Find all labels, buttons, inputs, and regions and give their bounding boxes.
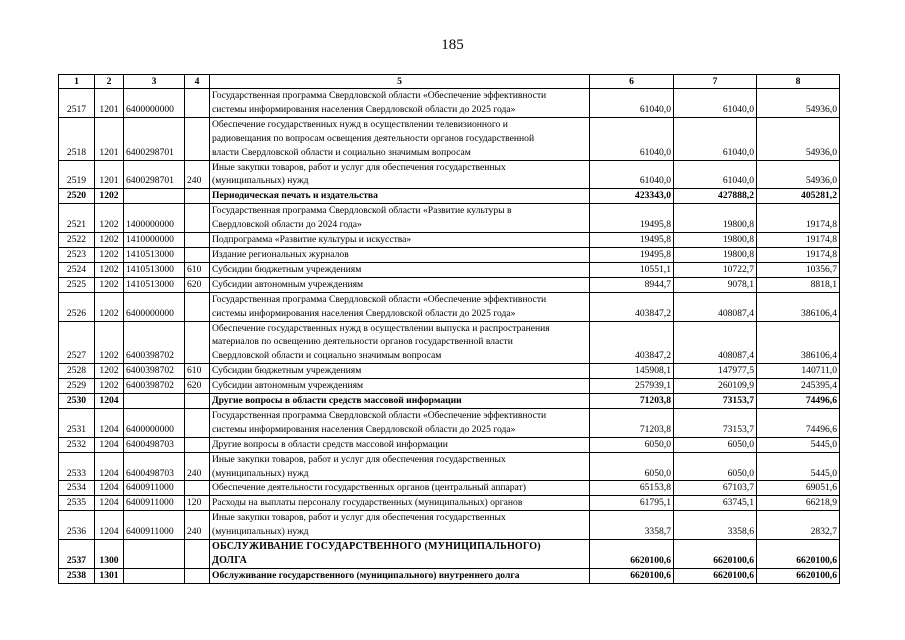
amount-col7: 67103,7 (674, 481, 757, 496)
section-code: 1201 (95, 117, 124, 160)
page-number: 185 (441, 37, 464, 53)
amount-col7: 9078,1 (674, 277, 757, 292)
item-name-line: Субсидии автономным учреждениям (212, 278, 364, 290)
item-name (210, 496, 590, 511)
amount-col7: 61040,0 (674, 160, 757, 189)
amount-col8: 54936,0 (757, 89, 840, 118)
amount-col8: 245395,4 (757, 379, 840, 394)
amount-col6: 3358,7 (590, 511, 674, 540)
table-row (59, 511, 840, 540)
amount-col6: 6050,0 (590, 437, 674, 452)
table-row (59, 568, 840, 583)
target-code: 6400298701 (124, 160, 185, 189)
item-name (210, 204, 590, 233)
amount-col6: 423343,0 (590, 189, 674, 204)
expense-type (185, 408, 210, 437)
amount-col8: 54936,0 (757, 160, 840, 189)
target-code: 1410513000 (124, 247, 185, 262)
amount-col6: 61040,0 (590, 160, 674, 189)
target-code (124, 189, 185, 204)
target-code (124, 568, 185, 583)
target-code: 1410513000 (124, 277, 185, 292)
row-number: 2537 (59, 540, 95, 569)
item-name (210, 540, 590, 569)
item-name-line: Обеспечение государственных нужд в осуществлении телевизионного и (212, 118, 508, 130)
item-name (210, 481, 590, 496)
expense-type: 240 (185, 452, 210, 481)
item-name (210, 408, 590, 437)
amount-col6: 61040,0 (590, 117, 674, 160)
target-code: 1400000000 (124, 204, 185, 233)
row-number: 2517 (59, 89, 95, 118)
amount-col7: 73153,7 (674, 408, 757, 437)
table-row (59, 394, 840, 409)
item-name-line: Субсидии автономным учреждениям (212, 380, 364, 392)
item-name (210, 160, 590, 189)
item-name-line: системы информирования населения Свердловской области до 2025 года» (212, 307, 516, 319)
expense-type: 620 (185, 379, 210, 394)
amount-col6: 19495,8 (590, 233, 674, 248)
row-number: 2523 (59, 247, 95, 262)
row-number: 2531 (59, 408, 95, 437)
target-code: 6400911000 (124, 481, 185, 496)
amount-col6: 6620100,6 (590, 568, 674, 583)
expense-type (185, 481, 210, 496)
section-code: 1202 (95, 379, 124, 394)
expense-type: 240 (185, 511, 210, 540)
item-name-line: Другие вопросы в области средств массовой информации (212, 438, 448, 450)
table-row (59, 189, 840, 204)
amount-col7: 61040,0 (674, 89, 757, 118)
item-name (210, 437, 590, 452)
item-name (210, 277, 590, 292)
item-name-line: (муниципальных) нужд (212, 526, 309, 538)
expense-type: 610 (185, 262, 210, 277)
item-name (210, 117, 590, 160)
row-number: 2528 (59, 364, 95, 379)
amount-col6: 145908,1 (590, 364, 674, 379)
amount-col7: 408087,4 (674, 321, 757, 364)
col-header-7: 7 (674, 75, 757, 89)
item-name-line: Субсидии бюджетным учреждениям (212, 263, 362, 275)
amount-col6: 65153,8 (590, 481, 674, 496)
amount-col7: 19800,8 (674, 233, 757, 248)
expense-type (185, 568, 210, 583)
col-header-6: 6 (590, 75, 674, 89)
col-header-2: 2 (95, 75, 124, 89)
section-code: 1300 (95, 540, 124, 569)
amount-col8: 54936,0 (757, 117, 840, 160)
target-code: 6400498703 (124, 437, 185, 452)
amount-col7: 6620100,6 (674, 540, 757, 569)
item-name (210, 89, 590, 118)
amount-col6: 403847,2 (590, 292, 674, 321)
amount-col7: 61040,0 (674, 117, 757, 160)
target-code: 6400398702 (124, 364, 185, 379)
item-name-line: (муниципальных) нужд (212, 175, 309, 187)
section-code: 1204 (95, 496, 124, 511)
row-number: 2524 (59, 262, 95, 277)
item-name-line: власти Свердловской области и социально значимым вопросам (212, 146, 471, 158)
amount-col6: 8944,7 (590, 277, 674, 292)
amount-col8: 2832,7 (757, 511, 840, 540)
amount-col7: 10722,7 (674, 262, 757, 277)
item-name-line: Подпрограмма «Развитие культуры и искусства» (212, 234, 412, 246)
item-name (210, 292, 590, 321)
table-row (59, 408, 840, 437)
row-number: 2532 (59, 437, 95, 452)
amount-col6: 19495,8 (590, 204, 674, 233)
amount-col7: 6620100,6 (674, 568, 757, 583)
target-code: 6400000000 (124, 408, 185, 437)
row-number: 2518 (59, 117, 95, 160)
expense-type: 610 (185, 364, 210, 379)
item-name-line: Расходы на выплаты персоналу государственных (муниципальных) органов (212, 497, 523, 509)
col-header-1: 1 (59, 75, 95, 89)
target-code (124, 540, 185, 569)
amount-col8: 5445,0 (757, 437, 840, 452)
item-name (210, 321, 590, 364)
amount-col6: 257939,1 (590, 379, 674, 394)
amount-col6: 6050,0 (590, 452, 674, 481)
amount-col7: 408087,4 (674, 292, 757, 321)
expense-type (185, 437, 210, 452)
target-code (124, 394, 185, 409)
target-code: 6400000000 (124, 292, 185, 321)
item-name-line: Обслуживание государственного (муниципального) внутреннего долга (212, 569, 520, 581)
expense-type: 240 (185, 160, 210, 189)
amount-col7: 73153,7 (674, 394, 757, 409)
amount-col8: 5445,0 (757, 452, 840, 481)
row-number: 2536 (59, 511, 95, 540)
table-row (59, 262, 840, 277)
item-name-line: ДОЛГА (212, 555, 248, 566)
item-name-line: Субсидии бюджетным учреждениям (212, 365, 362, 377)
budget-table (58, 74, 840, 584)
table-row (59, 292, 840, 321)
item-name-line: Обеспечение деятельности государственных органов (центральный аппарат) (212, 482, 526, 494)
table-row (59, 277, 840, 292)
expense-type (185, 204, 210, 233)
item-name-line: Иные закупки товаров, работ и услуг для обеспечения государственных (212, 512, 506, 524)
row-number: 2519 (59, 160, 95, 189)
section-code: 1202 (95, 233, 124, 248)
item-name (210, 233, 590, 248)
amount-col6: 71203,8 (590, 408, 674, 437)
table-row (59, 481, 840, 496)
table-row (59, 321, 840, 364)
amount-col7: 427888,2 (674, 189, 757, 204)
section-code: 1204 (95, 408, 124, 437)
expense-type (185, 292, 210, 321)
amount-col8: 19174,8 (757, 204, 840, 233)
item-name (210, 364, 590, 379)
item-name (210, 379, 590, 394)
amount-col7: 147977,5 (674, 364, 757, 379)
amount-col8: 74496,6 (757, 408, 840, 437)
col-header-8: 8 (757, 75, 840, 89)
section-code: 1202 (95, 277, 124, 292)
header-row (59, 75, 840, 89)
row-number: 2534 (59, 481, 95, 496)
item-name-line: Периодическая печать и издательства (212, 190, 378, 202)
amount-col8: 8818,1 (757, 277, 840, 292)
table-row (59, 540, 840, 569)
section-code: 1204 (95, 511, 124, 540)
table-row (59, 89, 840, 118)
target-code: 6400911000 (124, 511, 185, 540)
amount-col8: 69051,6 (757, 481, 840, 496)
row-number: 2533 (59, 452, 95, 481)
section-code: 1202 (95, 204, 124, 233)
col-header-4: 4 (185, 75, 210, 89)
col-header-3: 3 (124, 75, 185, 89)
item-name-line: Издание региональных журналов (212, 248, 349, 260)
table-row (59, 496, 840, 511)
item-name-line: системы информирования населения Свердловской области до 2025 года» (212, 423, 516, 435)
target-code: 1410513000 (124, 262, 185, 277)
expense-type (185, 247, 210, 262)
amount-col7: 19800,8 (674, 247, 757, 262)
amount-col8: 19174,8 (757, 233, 840, 248)
item-name-line: радиовещания по вопросам освещения деятельности органов государственной (212, 132, 535, 144)
row-number: 2530 (59, 394, 95, 409)
expense-type: 120 (185, 496, 210, 511)
item-name (210, 511, 590, 540)
expense-type (185, 189, 210, 204)
table-row (59, 452, 840, 481)
item-name (210, 247, 590, 262)
item-name-line: Иные закупки товаров, работ и услуг для обеспечения государственных (212, 161, 506, 173)
amount-col8: 19174,8 (757, 247, 840, 262)
section-code: 1202 (95, 189, 124, 204)
amount-col6: 71203,8 (590, 394, 674, 409)
expense-type (185, 117, 210, 160)
expense-type (185, 540, 210, 569)
item-name-line: Свердловской области до 2024 года» (212, 219, 362, 231)
amount-col7: 3358,6 (674, 511, 757, 540)
item-name (210, 452, 590, 481)
amount-col7: 6050,0 (674, 452, 757, 481)
item-name (210, 394, 590, 409)
table-body (59, 89, 840, 584)
row-number: 2522 (59, 233, 95, 248)
amount-col6: 19495,8 (590, 247, 674, 262)
item-name-line: Другие вопросы в области средств массовой информации (212, 395, 462, 407)
section-code: 1202 (95, 262, 124, 277)
section-code: 1201 (95, 160, 124, 189)
item-name-line: Государственная программа Свердловской области «Обеспечение эффективности (212, 409, 547, 421)
row-number: 2525 (59, 277, 95, 292)
expense-type (185, 394, 210, 409)
section-code: 1202 (95, 321, 124, 364)
item-name-line: Государственная программа Свердловской области «Обеспечение эффективности (212, 90, 547, 101)
row-number: 2521 (59, 204, 95, 233)
table-row (59, 117, 840, 160)
item-name-line: Государственная программа Свердловской области «Обеспечение эффективности (212, 293, 547, 305)
amount-col8: 6620100,6 (757, 568, 840, 583)
amount-col7: 63745,1 (674, 496, 757, 511)
section-code: 1204 (95, 394, 124, 409)
amount-col6: 10551,1 (590, 262, 674, 277)
amount-col7: 19800,8 (674, 204, 757, 233)
item-name-line: системы информирования населения Свердловской области до 2025 года» (212, 103, 516, 115)
row-number: 2527 (59, 321, 95, 364)
target-code: 1410000000 (124, 233, 185, 248)
section-code: 1301 (95, 568, 124, 583)
item-name-line: материалов по освещению деятельности органов государственной власти (212, 336, 513, 348)
row-number: 2538 (59, 568, 95, 583)
table-row (59, 364, 840, 379)
item-name-line: Государственная программа Свердловской области «Развитие культуры в (212, 205, 512, 217)
item-name-line: Иные закупки товаров, работ и услуг для обеспечения государственных (212, 453, 506, 465)
table-row (59, 379, 840, 394)
target-code: 6400398702 (124, 379, 185, 394)
section-code: 1204 (95, 452, 124, 481)
item-name (210, 262, 590, 277)
amount-col8: 10356,7 (757, 262, 840, 277)
expense-type (185, 233, 210, 248)
expense-type: 620 (185, 277, 210, 292)
section-code: 1204 (95, 437, 124, 452)
section-code: 1202 (95, 364, 124, 379)
expense-type (185, 89, 210, 118)
item-name-line: Свердловской области и социально значимым вопросам (212, 350, 442, 362)
amount-col7: 260109,9 (674, 379, 757, 394)
table-row (59, 233, 840, 248)
amount-col6: 403847,2 (590, 321, 674, 364)
amount-col6: 61040,0 (590, 89, 674, 118)
section-code: 1201 (95, 89, 124, 118)
table-row (59, 247, 840, 262)
row-number: 2535 (59, 496, 95, 511)
table-row (59, 204, 840, 233)
section-code: 1204 (95, 481, 124, 496)
amount-col8: 6620100,6 (757, 540, 840, 569)
item-name-line: (муниципальных) нужд (212, 467, 309, 479)
target-code: 6400498703 (124, 452, 185, 481)
target-code: 6400298701 (124, 117, 185, 160)
amount-col8: 66218,9 (757, 496, 840, 511)
item-name-line: Обеспечение государственных нужд в осуществлении выпуска и распространения (212, 322, 550, 334)
row-number: 2520 (59, 189, 95, 204)
section-code: 1202 (95, 292, 124, 321)
col-header-5: 5 (210, 75, 590, 89)
amount-col8: 405281,2 (757, 189, 840, 204)
table-row (59, 437, 840, 452)
amount-col7: 6050,0 (674, 437, 757, 452)
target-code: 6400398702 (124, 321, 185, 364)
section-code: 1202 (95, 247, 124, 262)
amount-col8: 386106,4 (757, 321, 840, 364)
row-number: 2529 (59, 379, 95, 394)
amount-col8: 140711,0 (757, 364, 840, 379)
target-code: 6400000000 (124, 89, 185, 118)
amount-col6: 6620100,6 (590, 540, 674, 569)
row-number: 2526 (59, 292, 95, 321)
amount-col8: 386106,4 (757, 292, 840, 321)
item-name (210, 189, 590, 204)
item-name (210, 568, 590, 583)
amount-col6: 61795,1 (590, 496, 674, 511)
item-name-line: ОБСЛУЖИВАНИЕ ГОСУДАРСТВЕННОГО (МУНИЦИПАЛЬНОГО) (212, 541, 541, 553)
amount-col8: 74496,6 (757, 394, 840, 409)
target-code: 6400911000 (124, 496, 185, 511)
expense-type (185, 321, 210, 364)
table-row (59, 160, 840, 189)
